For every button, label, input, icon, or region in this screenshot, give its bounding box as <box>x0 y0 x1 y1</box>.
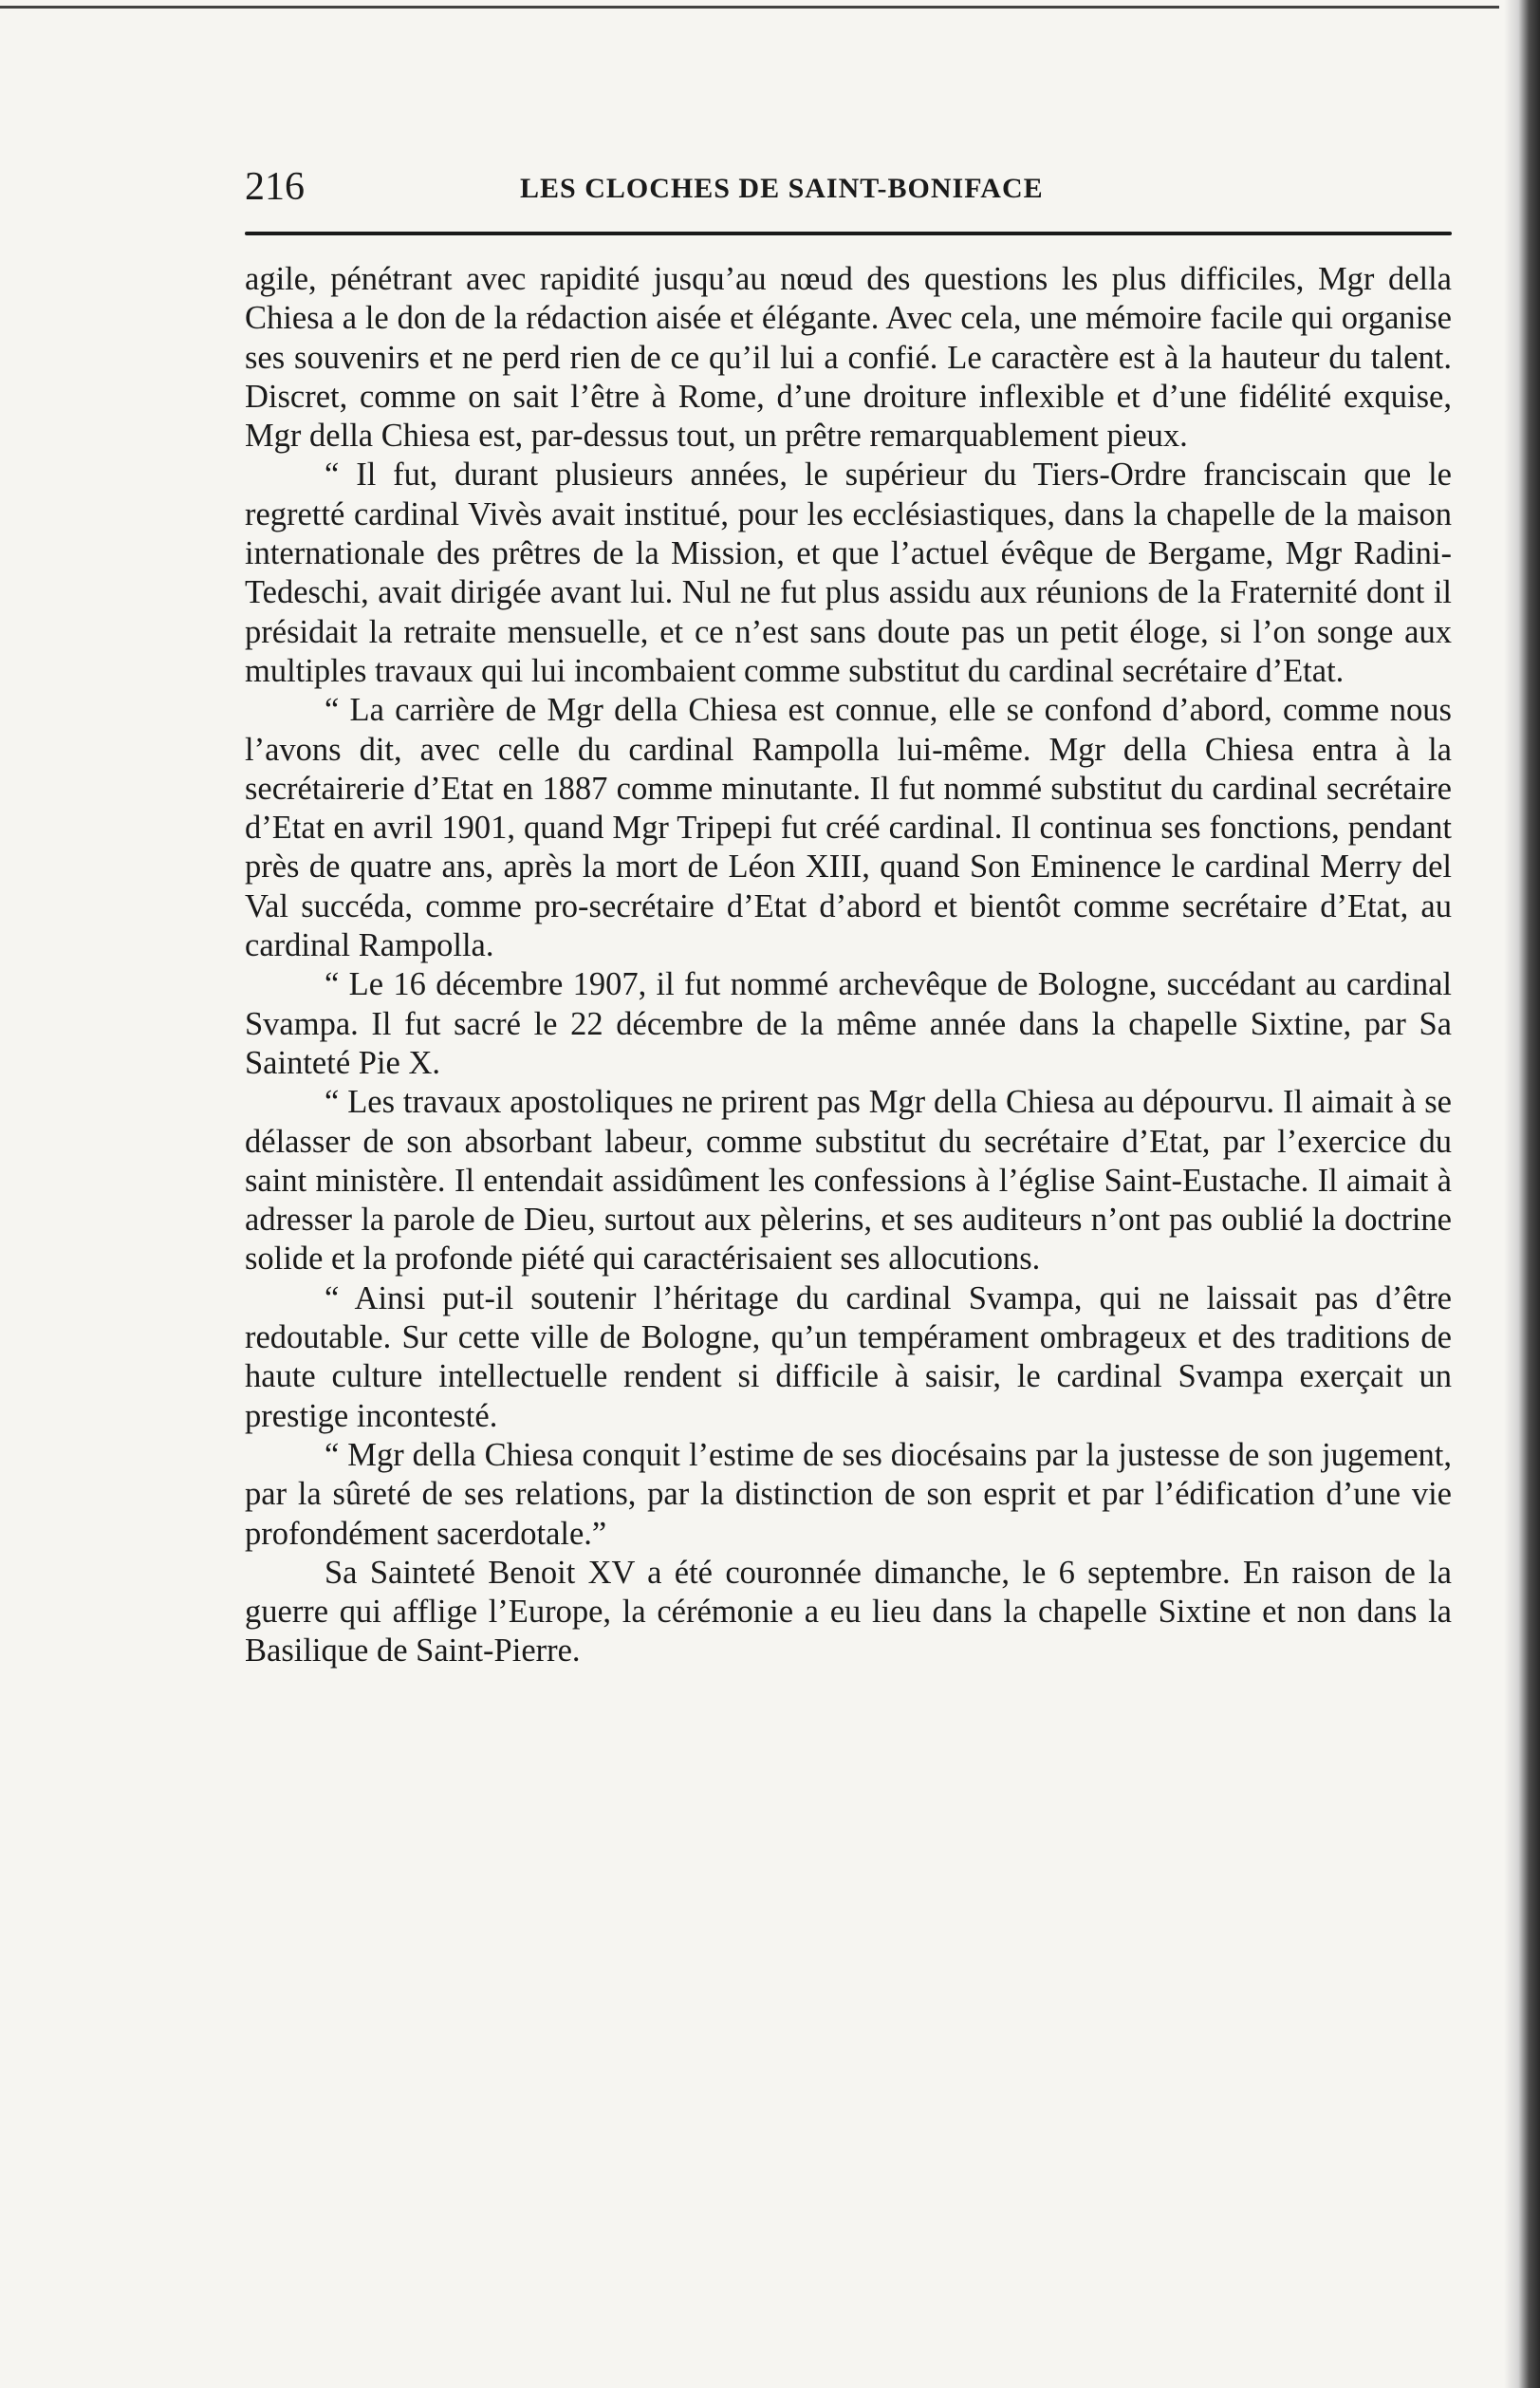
paragraph-1: agile, pénétrant avec rapidité jusqu’au nœud des questions les plus difficiles, Mgr della Chiesa a le don de la rédaction aisée et élégante. Avec cela, une mémoire facile qui organise ses souvenirs et ne perd rien de ce qu’il lui a confié. Le caractère est à la hauteur du talent. Discret, comme on sait l’être à Rome, d’une droiture inflexible et d’une fidélité exquise, Mgr della Chiesa est, par-dessus tout, un prêtre remarquablement pieux. <box>245 261 1452 455</box>
page-binding-edge <box>1504 0 1540 2388</box>
running-title: LES CLOCHES DE SAINT-BONIFACE <box>520 173 1044 204</box>
paragraph-3: “ La carrière de Mgr della Chiesa est connue, elle se confond d’abord, comme nous l’avons dit, avec celle du cardinal Rampolla lui-même. Mgr della Chiesa entra à la secrétairerie d’Etat en 1887 comme minutante. Il fut nommé substitut du cardinal secrétaire d’Etat en avril 1901, quand Mgr Tripepi fut créé cardinal. Il continua ses fonctions, pendant près de quatre ans, après la mort de Léon XIII, quand Son Eminence le cardinal Merry del Val succéda, comme pro-secrétaire d’Etat d’abord et bientôt comme secrétaire d’Etat, au cardinal Rampolla. <box>245 692 1452 964</box>
paragraph-8: Sa Sainteté Benoit XV a été couronnée dimanche, le 6 septembre. En raison de la guerre qui afflige l’Europe, la cérémonie a eu lieu dans la chapelle Sixtine et non dans la Basilique de Saint-Pierre. <box>245 1554 1452 1670</box>
paragraph-2: “ Il fut, durant plusieurs années, le supérieur du Tiers-Ordre franciscain que le regretté cardinal Vivès avait institué, pour les ecclésiastiques, dans la chapelle de la maison internationale des prêtres de la Mission, et que l’actuel évêque de Bergame, Mgr Radini-Tedeschi, avait dirigée avant lui. Nul ne fut plus assidu aux réunions de la Fraternité dont il présidait la retraite mensuelle, et ce n’est sans doute pas un petit éloge, si l’on songe aux multiples travaux qui lui incombaient comme substitut du cardinal secrétaire d’Etat. <box>245 457 1452 689</box>
header-rule <box>245 232 1452 235</box>
paragraph-7: “ Mgr della Chiesa conquit l’estime de ses diocésains par la justesse de son jugement, par la sûreté de ses relations, par la distinction de son esprit et par l’édification d’une vie profondément sacerdotale.” <box>245 1436 1452 1552</box>
paragraph-5: “ Les travaux apostoliques ne prirent pas Mgr della Chiesa au dépourvu. Il aimait à se délasser de son absorbant labeur, comme substitut du secrétaire d’Etat, par l’exercice du saint ministère. Il entendait assidûment les confessions à l’église Saint-Eustache. Il aimait à adresser la parole de Dieu, surtout aux pèlerins, et ses auditeurs n’ont pas oublié la doctrine solide et la profonde piété qui caractérisaient ses allocutions. <box>245 1084 1452 1278</box>
page-header <box>245 167 1459 224</box>
page-number: 216 <box>245 165 305 209</box>
page-top-edge <box>0 6 1499 9</box>
paragraph-6: “ Ainsi put-il soutenir l’héritage du cardinal Svampa, qui ne laissait pas d’être redoutable. Sur cette ville de Bologne, qu’un tempérament ombrageux et des traditions de haute culture intellectuelle rendent si difficile à saisir, le cardinal Svampa exerçait un prestige incontesté. <box>245 1279 1452 1434</box>
body-text <box>245 260 1452 1671</box>
paragraph-4: “ Le 16 décembre 1907, il fut nommé archevêque de Bologne, succédant au cardinal Svampa. Il fut sacré le 22 décembre de la même année dans la chapelle Sixtine, par Sa Sainteté Pie X. <box>245 966 1452 1081</box>
